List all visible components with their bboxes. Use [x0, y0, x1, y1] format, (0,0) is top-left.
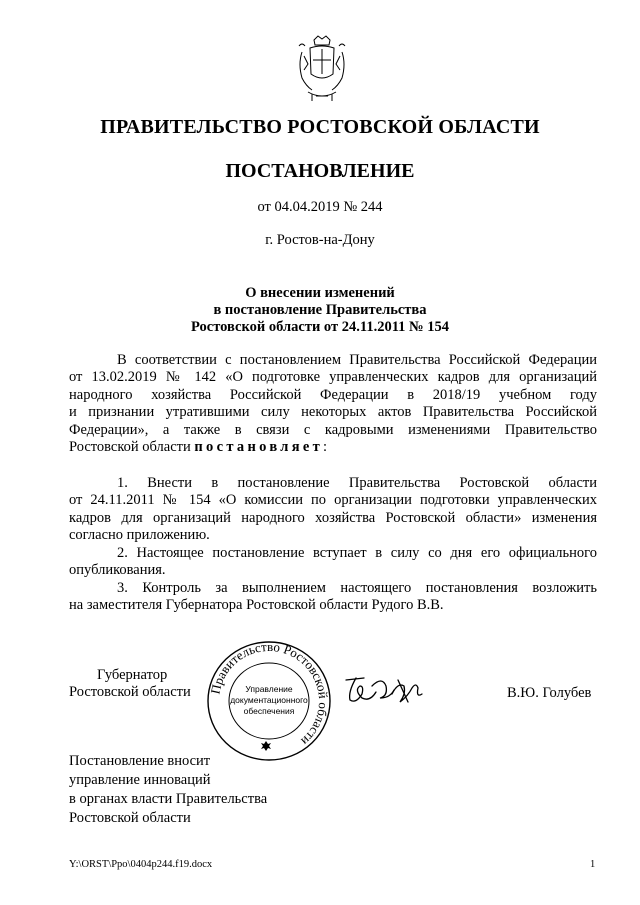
- submission-note: [69, 752, 267, 828]
- decree-item-2: [69, 545, 597, 580]
- text-line: 2. Настоящее постановление вступает в силу со дня его официального: [117, 545, 597, 561]
- decree-item-1: [69, 475, 597, 545]
- document-subject: [0, 285, 640, 336]
- text-line: народного хозяйства Российской Федерации в 2018/19 учебном году: [69, 386, 597, 403]
- decree-keyword: постановляет: [194, 439, 324, 456]
- signatory-title: Губернатор: [97, 667, 168, 683]
- note-line: управление инноваций: [69, 772, 211, 788]
- stamp-inner-line: документационного: [230, 695, 308, 705]
- subject-line: Ростовской области от 24.11.2011 № 154: [191, 319, 449, 335]
- stamp-inner-line: Управление: [245, 684, 293, 694]
- text-line: опубликования.: [69, 562, 166, 579]
- government-title: ПРАВИТЕЛЬСТВО РОСТОВСКОЙ ОБЛАСТИ: [100, 116, 540, 138]
- text-fragment: Ростовской области: [69, 439, 195, 456]
- stamp-ring-text: Правительство Ростовской области: [207, 640, 332, 749]
- official-stamp: [206, 640, 332, 762]
- text-line: на заместителя Губернатора Ростовской области Рудого В.В.: [69, 597, 444, 614]
- decree-item-3: [69, 580, 597, 615]
- text-line: 3. Контроль за выполнением настоящего постановления возложить: [117, 580, 597, 596]
- page-number: 1: [590, 859, 596, 870]
- note-line: в органах власти Правительства: [69, 791, 268, 807]
- document-type-title: ПОСТАНОВЛЕНИЕ: [225, 160, 415, 182]
- text-line: В соответствии с постановлением Правительства Российской Федерации: [117, 352, 597, 368]
- subject-line: в постановление Правительства: [213, 302, 427, 318]
- signatory-name: В.Ю. Голубев: [507, 685, 592, 701]
- signatory-region: Ростовской области: [69, 684, 191, 701]
- text-line: [69, 439, 597, 456]
- text-line: от 13.02.2019 № 142 «О подготовке управленческих кадров для организаций: [69, 369, 597, 386]
- text-fragment: :: [323, 439, 328, 456]
- note-line: Ростовской области: [69, 810, 191, 826]
- text-line: согласно приложению.: [69, 527, 210, 544]
- signatory-position: [69, 667, 191, 702]
- document-city: г. Ростов-на-Дону: [265, 232, 375, 248]
- text-line: от 24.11.2011 № 154 «О комиссии по организации подготовки управленческих: [69, 492, 597, 509]
- text-line: и признании утратившими силу некоторых актов Правительства Российской: [69, 404, 597, 421]
- stamp-inner-line: обеспечения: [243, 706, 295, 716]
- file-path: Y:\ORST\Ppo\0404p244.f19.docx: [69, 859, 213, 870]
- subject-line: О внесении изменений: [245, 285, 395, 301]
- text-line: 1. Внести в постановление Правительства Ростовской области: [117, 475, 597, 491]
- text-line: Федерации», а также в связи с кадровыми изменениями Правительство: [69, 421, 597, 438]
- stamp-star-icon: [261, 741, 271, 751]
- document-date-number: от 04.04.2019 № 244: [257, 199, 383, 215]
- note-line: Постановление вносит: [69, 753, 211, 769]
- coat-of-arms-emblem: [296, 34, 348, 104]
- handwritten-signature: [342, 672, 436, 710]
- text-line: кадров для организаций народного хозяйства Ростовской области» изменения: [69, 509, 597, 526]
- preamble-paragraph: [69, 352, 597, 456]
